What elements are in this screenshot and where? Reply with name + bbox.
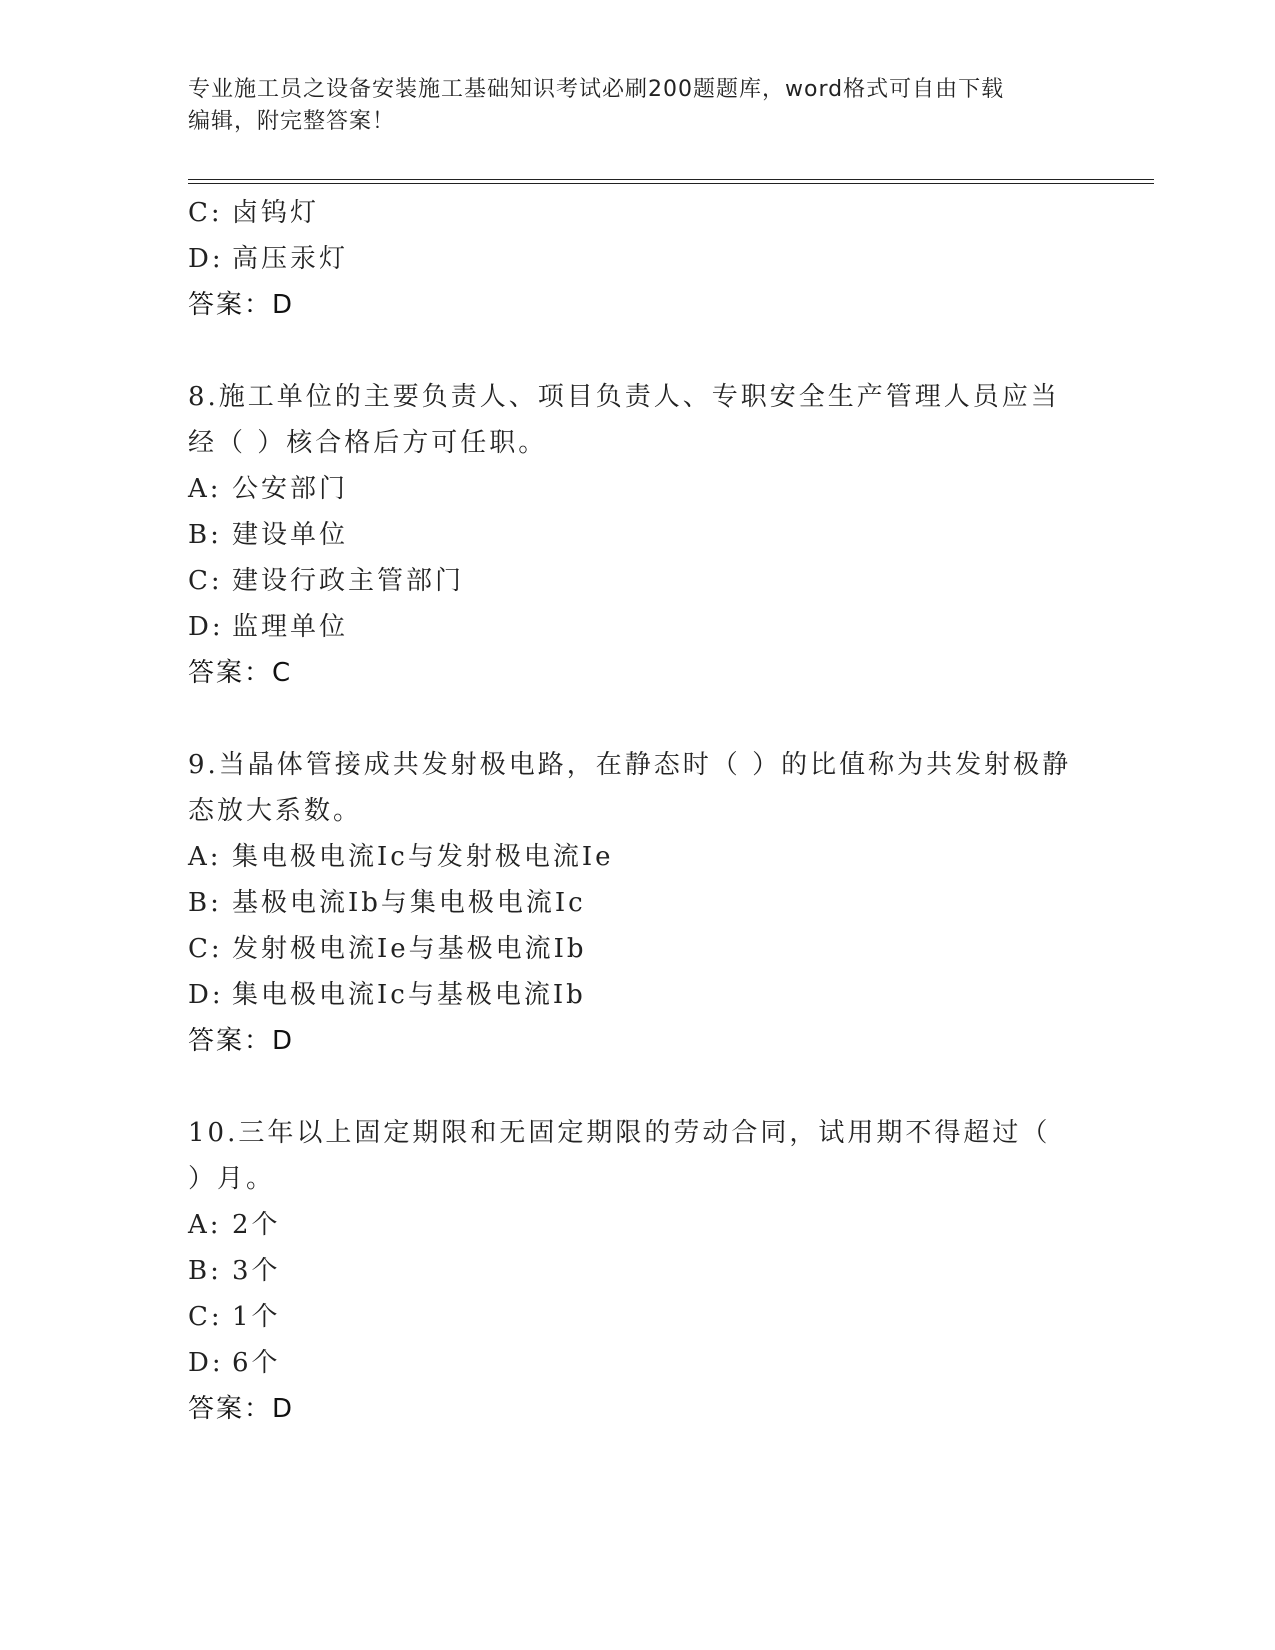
question-9 — [188, 742, 1088, 1064]
option-c — [188, 190, 1088, 236]
question-stem-line-2: ）月。 — [188, 1164, 276, 1194]
option-b — [188, 880, 1088, 926]
answer-line: 答案：C — [188, 658, 293, 688]
header-line-1: 专业施工员之设备安装施工基础知识考试必刷200题题库，word格式可自由下载 — [188, 77, 1005, 102]
option-d — [188, 604, 1088, 650]
question-stem-line-1: 9.当晶体管接成共发射极电路，在静态时（ ）的比值称为共发射极静 — [188, 750, 1072, 780]
answer-line: 答案：D — [188, 290, 295, 320]
spacer — [188, 1064, 1088, 1110]
option-label: D: — [188, 612, 224, 642]
option-a — [188, 834, 1088, 880]
question-list — [188, 190, 1088, 1432]
option-label: C: — [188, 934, 223, 964]
option-text: 高压汞灯 — [232, 244, 349, 274]
option-text: 建设行政主管部门 — [232, 566, 465, 596]
option-b — [188, 512, 1088, 558]
option-text: 公安部门 — [232, 474, 349, 504]
option-c — [188, 558, 1088, 604]
option-label: A: — [188, 842, 222, 872]
option-c — [188, 926, 1088, 972]
option-text: 1个 — [232, 1302, 281, 1332]
option-d — [188, 236, 1088, 282]
header-divider-top — [188, 179, 1154, 180]
option-a — [188, 1202, 1088, 1248]
option-a — [188, 466, 1088, 512]
question-10 — [188, 1110, 1088, 1432]
option-d — [188, 1340, 1088, 1386]
spacer — [188, 696, 1088, 742]
question-stem-line-2: 态放大系数。 — [188, 796, 363, 826]
option-label: A: — [188, 474, 222, 504]
option-text: 集电极电流Ic与基极电流Ib — [232, 980, 586, 1010]
header-line-2: 编辑，附完整答案！ — [188, 109, 396, 134]
question-stem-line-2: 经（ ）核合格后方可任职。 — [188, 428, 548, 458]
option-text: 发射极电流Ie与基极电流Ib — [232, 934, 587, 964]
header-divider-bottom — [188, 183, 1154, 184]
option-text: 卤钨灯 — [232, 198, 320, 228]
question-7-tail — [188, 190, 1088, 328]
option-label: B: — [188, 520, 222, 550]
option-text: 集电极电流Ic与发射极电流Ie — [232, 842, 614, 872]
option-label: B: — [188, 1256, 222, 1286]
option-text: 3个 — [232, 1256, 281, 1286]
option-label: C: — [188, 1302, 223, 1332]
option-text: 建设单位 — [232, 520, 349, 550]
option-text: 6个 — [232, 1348, 281, 1378]
option-label: A: — [188, 1210, 222, 1240]
document-header — [188, 74, 1088, 138]
option-text: 2个 — [232, 1210, 281, 1240]
answer-line: 答案：D — [188, 1026, 295, 1056]
option-c — [188, 1294, 1088, 1340]
option-label: B: — [188, 888, 222, 918]
option-text: 监理单位 — [232, 612, 349, 642]
spacer — [188, 328, 1088, 374]
option-b — [188, 1248, 1088, 1294]
option-d — [188, 972, 1088, 1018]
option-label: D: — [188, 244, 224, 274]
question-stem-line-1: 10.三年以上固定期限和无固定期限的劳动合同，试用期不得超过（ — [188, 1118, 1051, 1148]
option-label: D: — [188, 1348, 224, 1378]
option-label: C: — [188, 198, 223, 228]
question-stem-line-1: 8.施工单位的主要负责人、项目负责人、专职安全生产管理人员应当 — [188, 382, 1060, 412]
answer-line: 答案：D — [188, 1394, 295, 1424]
option-label: C: — [188, 566, 223, 596]
option-label: D: — [188, 980, 224, 1010]
question-8 — [188, 374, 1088, 696]
option-text: 基极电流Ib与集电极电流Ic — [232, 888, 586, 918]
